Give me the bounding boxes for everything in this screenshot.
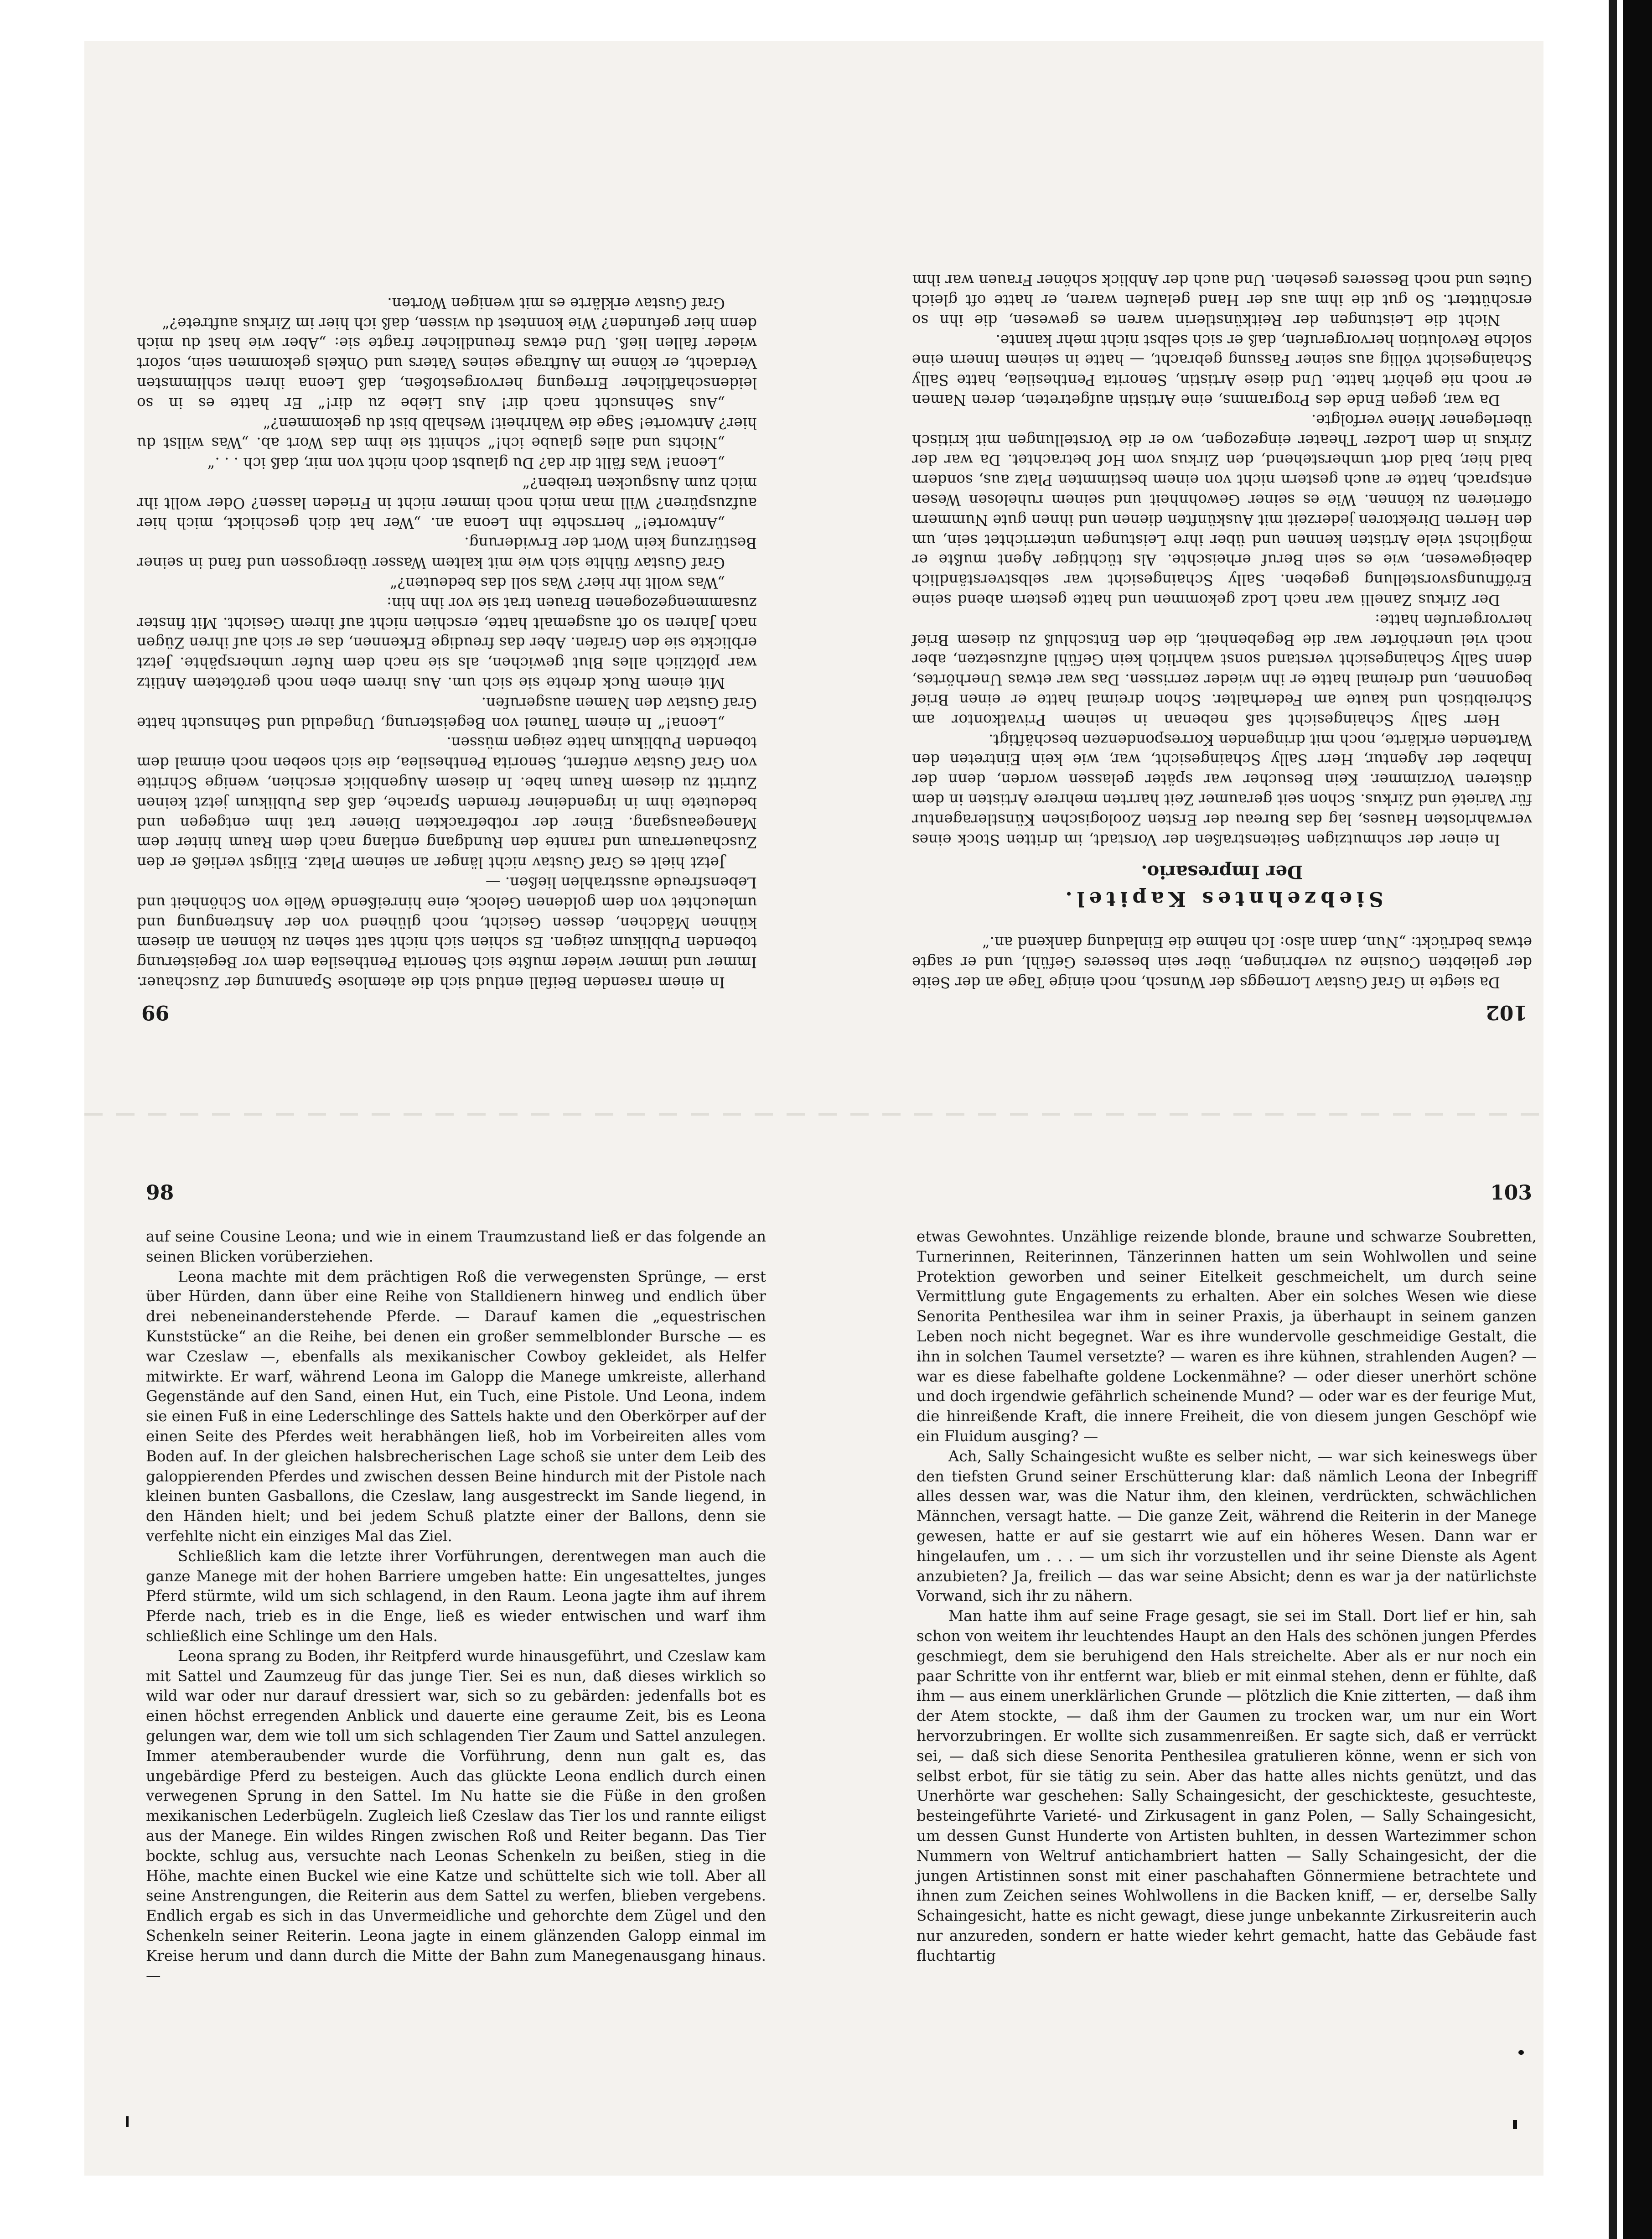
paragraph: „Antworte!“ herrschte ihn Leona an. „Wer hat dich geschickt, mich hier aufzuspüren? Will man mich noch immer nicht in Frieden lassen? Oder wollt ihr mich zum Ausgucken treiben?“ xyxy=(137,474,757,532)
paragraph: Leona machte mit dem prächtigen Roß die verwegensten Sprünge, — erst über Hürden, dann über eine Reihe von Stalldienern hinweg und endlich über drei nebeneinanderstehende Pferde. — Darauf kamen die „equestrischen Kunststücke“ an die Reihe, bei denen ein großer semmelblonder Bursche — es war Czeslaw —, ebenfalls als mexikanischer Cowboy gekleidet, als Helfer mitwirkte. Er warf, während Leona im Galopp die Manege umkreiste, allerhand Gegenstände auf den Sand, einen Hut, ein Tuch, eine Pistole. Und Leona, indem sie einen Fuß in eine Lederschlinge des Sattels hakte und den Oberkörper auf der einen Seite des Pferdes weit herabhängen ließ, hob im Vorbeireiten alles vom Boden auf. In der gleichen halsbrecherischen Lage schoß sie unter dem Leib des galoppierenden Pferdes und zwischen dessen Beine hindurch mit der Pistole nach kleinen bunten Gasballons, die Czeslaw, lang ausgestreckt im Sande liegend, in den Händen hielt; und bei jedem Schuß platzte einer der Ballons, denn sie verfehlte nicht ein einziges Mal das Ziel. xyxy=(146,1268,766,1545)
page-body xyxy=(137,293,757,992)
chapter-heading: Siebzehntes Kapitel. xyxy=(1061,887,1383,910)
scan-speck xyxy=(1513,2120,1517,2129)
paragraph: Jetzt hielt es Graf Gustav nicht länger an seinem Platz. Eiligst verließ er den Zuschauerraum und rannte den Rundgang entlang nach dem Raum hinter dem Manegeausgang. Einer der rotbefrackten Diener trat ihm entgegen und bedeutete ihm in irgendeiner fremden Sprache, daß das Publikum jetzt keinen Zutritt zu diesem Raum habe. In diesem Augenblick erschien, wenige Schritte von Graf Gustav entfernt, Senorita Penthesilea, die sich soeben noch einmal dem tobenden Publikum hatte zeigen müssen. xyxy=(137,734,757,872)
page-number: 102 xyxy=(1486,1001,1528,1024)
scan-speck xyxy=(126,2116,129,2127)
paragraph: In einem rasenden Beifall entlud sich die atemlose Spannung der Zuschauer. Immer und immer wieder mußte sich Senorita Penthesilea dem vor Begeisterung tobenden Publikum zeigen. Es schien sich nicht satt sehen zu können an diesem kühnen Mädchen, dessen Gesicht, noch glühend von der Anstrengung und umleuchtet von dem goldenen Gelock, eine hinreißende Welle von Schönheit und Lebensfreude ausstrahlen ließen. — xyxy=(137,874,757,991)
paragraph: Da war, gegen Ende des Programms, eine Artistin aufgetreten, deren Namen er noch nie gehört hatte. Und diese Artistin, Senorita Penthesilea, hatte Sally Schaingesicht völlig aus seiner Fassung gebracht, — hatte in seinem Innern eine solche Revolution hervorgerufen, daß er sich selbst nicht mehr kannte. xyxy=(912,331,1532,409)
paragraph: Der Zirkus Zanelli war nach Lodz gekommen und hatte gestern abend seine Eröffnungsvorstellung gegeben. Sally Schaingesicht war selbstverständlich dabeigewesen, wie es sein Beruf erheischte. Als tüchtiger Agent mußte er möglichst viele Artisten kennen und über ihre Leistungen unterrichtet sein, um den Herren Direktoren jederzeit mit Auskünften dienen und ihnen gute Nummern offerieren zu können. Wie es seiner Gewohnheit und seinem ruhelosen Wesen entsprach, hatte er auch gestern nicht von einem bestimmten Platz aus, sondern bald hier, bald dort umherstehend, den Zirkus vom Hof betrachtet. Da war der Zirkus in dem Lodzer Theater eingezogen, wo er die Vorstellungen mit kritisch überlegener Miene verfolgte. xyxy=(912,411,1532,609)
scan-speck xyxy=(1518,2050,1524,2055)
paragraph: auf seine Cousine Leona; und wie in einem Traumzustand ließ er das folgende an seinen Blicken vorüberziehen. xyxy=(146,1228,766,1265)
scan-edge-shadow xyxy=(1609,0,1617,2239)
page-body xyxy=(146,1227,766,1986)
paragraph: Nicht die Leistungen der Reitkünstlerin waren es gewesen, die ihn so erschüttert. So gut die ihm aus der Hand gelaufen waren, er hatte oft gleich Gutes und noch Besseres gesehen. Und auch der Anblick schöner Frauen war ihm xyxy=(912,271,1532,329)
paragraph: Mit einem Ruck drehte sie sich um. Aus ihrem eben noch gerötetem Antlitz war plötzlich alles Blut gewichen, als sie nach dem Rufer umherspähte. Jetzt erblickte sie den Grafen. Aber das freudige Erkennen, das er sich auf ihren Zügen nach Jahren so oft ausgemalt hatte, erschien nicht auf ihrem Gesicht. Mit finster zusammengezogenen Brauen trat sie vor ihn hin: xyxy=(137,594,757,692)
paragraph: „Aus Sehnsucht nach dir! Aus Liebe zu dir!“ Er hatte es in so leidenschaftlicher Erregung hervorgestoßen, daß Leona ihren schlimmsten Verdacht, er könne im Auftrage seines Vaters und Onkels gekommen sein, sofort wieder fallen ließ. Und etwas freundlicher fragte sie: „Aber wie hast du mich denn hier gefunden? Wie konntest du wissen, daß ich hier im Zirkus auftrete?“ xyxy=(137,314,757,412)
page-102-upside-down xyxy=(912,107,1532,1024)
paragraph: „Was wollt ihr hier? Was soll das bedeuten?“ xyxy=(389,574,725,592)
page-98 xyxy=(146,1181,766,2071)
paragraph: Schließlich kam die letzte ihrer Vorführungen, derentwegen man auch die ganze Manege mit der hohen Barriere umgeben hatte: Ein ungesatteltes, junges Pferd stürmte, wild um sich schlagend, in den Raum. Leona jagte ihm auf ihrem Pferde nach, trieb es in die Enge, ließ es wieder entwischen und warf ihm schließlich eine Schlinge um den Hals. xyxy=(146,1547,766,1645)
paragraph: „Leona!“ In einem Taumel von Begeisterung, Ungeduld und Sehnsucht hatte Graf Gustav den Namen ausgerufen. xyxy=(137,694,757,732)
paragraph: „Leona! Was fällt dir da? Du glaubst doch nicht von mir, daß ich . . .“ xyxy=(207,454,725,472)
page-103 xyxy=(917,1181,1537,2071)
paragraph: Leona sprang zu Boden, ihr Reitpferd wurde hinausgeführt, und Czeslaw kam mit Sattel und Zaumzeug für das junge Tier. Sei es nun, daß dieses wirklich so wild war oder nur darauf dressiert war, sich so zu gebärden: jedenfalls bot es einen höchst erregenden Anblick und dauerte eine geraume Zeit, bis es Leona gelungen war, dem wie toll um sich schlagenden Tier Zaum und Sattel anzulegen. Immer atemberaubender wurde die Vorführung, denn nun galt es, das ungebärdige Pferd zu besteigen. Auch das glückte Leona endlich durch einen verwegenen Sprung in den Sattel. Im Nu hatte sie die Füße in den großen mexikanischen Lederbügeln. Zugleich ließ Czeslaw das Tier los und rannte eiligst aus der Manege. Ein wildes Ringen zwischen Roß und Reiter begann. Das Tier bockte, schlug aus, versuchte nach Leonas Schenkeln zu beißen, stieg in die Höhe, machte einen Buckel wie eine Katze und schüttelte sich wie toll. Aber all seine Anstrengungen, die Reiterin aus dem Sattel zu werfen, blieben vergebens. Endlich ergab es sich in das Unvermeidliche und gehorchte dem Zügel und den Schenkeln seiner Reiterin. Leona jagte in einem glänzenden Galopp einmal im Kreise herum und dann durch die Mitte der Bahn zum Manegenausgang hinaus. — xyxy=(146,1647,766,1984)
page-99-upside-down xyxy=(137,107,757,1024)
page-number: 103 xyxy=(1490,1181,1532,1205)
paragraph: etwas Gewohntes. Unzählige reizende blonde, braune und schwarze Soubretten, Turnerinnen, Reiterinnen, Tänzerinnen hatten um sein Wohlwollen und seine Protektion geworben und seiner Eitelkeit geschmeichelt, um durch seine Vermittlung gute Engagements zu erhalten. Aber ein solches Wesen wie diese Senorita Penthesilea war ihm in seiner Praxis, ja überhaupt in seinem ganzen Leben noch nicht begegnet. War es ihre wundervolle geschmeidige Gestalt, die ihn in solchen Taumel versetzte? — waren es ihre kühnen, strahlenden Augen? — war es diese fabelhafte goldene Lockenmähne? — oder dieser unerhört schöne und doch irgendwie gefährlich scheinende Mund? — oder war es der feurige Mut, die hinreißende Kraft, die innere Freiheit, die von diesem jungen Geschöpf wie ein Fluidum ausging? — xyxy=(917,1228,1537,1445)
scan-edge-border xyxy=(1623,0,1652,2239)
paragraph: In einer der schmutzigen Seitenstraßen der Vorstadt, im dritten Stock eines verwahrlosten Hauses, lag das Bureau der Ersten Zoologischen Künstleragentur für Varieté und Zirkus. Schon seit geraumer Zeit harrten mehrere Artisten in dem düsteren Vorzimmer. Kein Besucher war später gelassen worden, denn der Inhaber der Agentur, Herr Sally Schaingesicht, war, wie kein Eintreten den Wartenden erklärte, noch mit dringenden Korrespondenzen beschäftigt. xyxy=(912,731,1532,848)
paragraph: Herr Sally Schaingesicht saß nebenan in seinem Privatkontor am Schreibtisch und kaute am Federhalter. Schon dreimal hatte er einen Brief begonnen, und dreimal hatte er ihn wieder zerrissen. Das war etwas Unerhörtes, denn Sally Schaingesicht verstand sonst wahrlich kein Gefühl aufzusetzen, aber noch viel unerhörter war die Begebenheit, die den Entschluß zu diesem Brief hervorgerufen hatte: xyxy=(912,611,1532,728)
paragraph: Da siegte in Graf Gustav Lorneggs der Wunsch, noch einige Tage an der Seite der geliebten Cousine zu verbringen, über sein besseres Gefühl, und er sagte etwas bedrückt: „Nun, dann also: Ich nehme die Einladung dankend an.“ xyxy=(912,934,1532,991)
page-number: 99 xyxy=(141,1001,170,1024)
page-fold-line xyxy=(84,1113,1543,1116)
chapter-subtitle: Der Impresario. xyxy=(1141,861,1303,883)
paragraph: „Nichts und alles glaube ich!“ schnitt sie ihm das Wort ab. „Was willst du hier? Antworte! Sage die Wahrheit! Weshalb bist du gekommen?“ xyxy=(137,414,757,452)
paragraph: Graf Gustav erklärte es mit wenigen Worten. xyxy=(387,294,725,312)
paragraph: Man hatte ihm auf seine Frage gesagt, sie sei im Stall. Dort lief er hin, sah schon von weitem ihr leuchtendes Haupt an den Hals des schönen jungen Pferdes geschmiegt, dem sie beruhigend den Hals streichelte. Aber als er nur noch ein paar Schritte von ihr entfernt war, blieb er mit einmal stehen, denn er fühlte, daß ihm — aus einem unerklärlichen Grunde — plötzlich die Knie zitterten, — daß ihm der Atem stockte, — daß ihm der Gaumen zu trocken war, um nur ein Wort hervorzubringen. Er wollte sich zusammenreißen. Er sagte sich, daß er verrückt sei, — daß sich diese Senorita Penthesilea gratulieren könne, wenn er sich von selbst erbot, für sie tätig zu sein. Aber das hatte alles nichts genützt, und das Unerhörte war geschehen: Sally Schaingesicht, der geschickteste, gesuchteste, bestеingeführte Varieté- und Zirkusagent in ganz Polen, — Sally Schaingesicht, um dessen Gunst Hunderte von Artisten buhlten, in dessen Wartezimmer schon Nummern von Weltruf antichambriert hatten — Sally Schaingesicht, der die jungen Artistinnen sonst mit einer paschahaften Gönnermiene betrachtete und ihnen zum Zeichen seines Wohlwollens in die Backen kniff, — er, derselbe Sally Schaingesicht, hatte es nicht gewagt, diese junge unbekannte Zirkusreiterin auch nur anzureden, sondern er hatte wieder kehrt gemacht, hatte das Gebäude fast fluchtartig xyxy=(917,1607,1537,1964)
page-number: 98 xyxy=(146,1181,174,1205)
paragraph: Graf Gustav fühlte sich wie mit kaltem Wasser übergossen und fand in seiner Bestürzung kein Wort der Erwiderung. xyxy=(137,534,757,572)
page-body xyxy=(917,1227,1537,1966)
page-body xyxy=(912,270,1532,992)
paragraph: Ach, Sally Schaingesicht wußte es selber nicht, — war sich keineswegs über den tiefsten Grund seiner Erschütterung klar: daß nämlich Leona der Inbegriff alles dessen war, was die Natur ihm, den kleinen, verdrückten, schwächlichen Männchen, versagt hatte. — Die ganze Zeit, während die Reiterin in der Manege gewesen, hatte er auf sie gestarrt wie auf ein höheres Wesen. Dann war er hingelaufen, um . . . — um sich ihr vorzustellen und ihr seine Dienste als Agent anzubieten? Ja, freilich — das war seine Absicht; denn es war ja der natürlichste Vorwand, sich ihr zu nähern. xyxy=(917,1447,1537,1605)
